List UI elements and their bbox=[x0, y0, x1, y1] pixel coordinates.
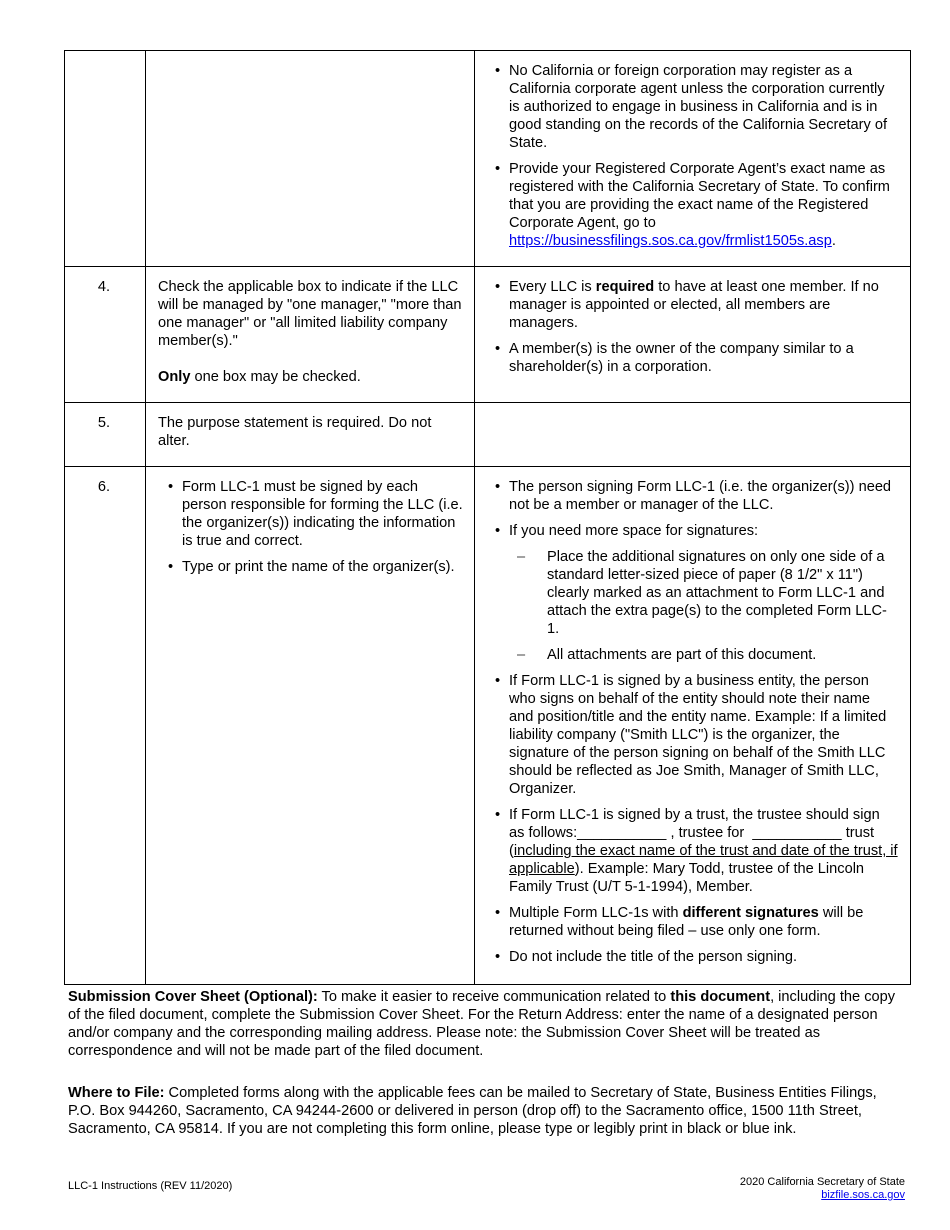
text: All attachments are part of this document. bbox=[547, 647, 817, 663]
table-row bbox=[65, 403, 911, 467]
text: The purpose statement is required. Do not alter. bbox=[158, 415, 432, 449]
notes-cell bbox=[475, 467, 911, 985]
bold-text: Where to File: bbox=[68, 1085, 165, 1101]
bullet-item bbox=[495, 62, 898, 152]
text: Form LLC-1 must be signed by each person responsible for forming the LLC (i.e. the organizer(s)) indicating the information is true and correct. bbox=[182, 479, 463, 549]
text: will be returned without being filed – use only one form. bbox=[509, 905, 864, 939]
instructions-cell bbox=[146, 403, 475, 467]
form-revision: LLC-1 Instructions (REV 11/2020) bbox=[68, 1180, 233, 1192]
bullet-item bbox=[495, 904, 898, 940]
instructions-cell bbox=[146, 51, 475, 267]
item-number: 5. bbox=[65, 403, 146, 467]
text: . bbox=[831, 233, 836, 249]
underlined-text: including the exact name of the trust and date of the trust, if applicable bbox=[509, 843, 898, 877]
text: Provide your Registered Corporate Agent’s exact name as registered with the California Secretary of State. To confirm that you are providing the exact name of the Registered Corporate Agent, go to bbox=[509, 161, 890, 231]
bold-text: required bbox=[595, 279, 655, 295]
text: Check the applicable box to indicate if the LLC will be managed by "one manager," "more than one manager" or "all limited liability company member(s)." bbox=[158, 279, 462, 349]
bullet-item bbox=[495, 522, 898, 540]
bold-text: different signatures bbox=[682, 905, 819, 921]
item-number: 4. bbox=[65, 267, 146, 403]
text: To make it easier to receive communication related to bbox=[317, 989, 671, 1005]
item-number: 6. bbox=[65, 467, 146, 985]
text: Place the additional signatures on only one side of a standard letter-sized piece of paper (8 1/2" x 11") clearly marked as an attachment to Form LLC-1 and attach the extra page(s) to the completed Form LLC-1. bbox=[547, 549, 887, 637]
table-row bbox=[65, 467, 911, 985]
text: The person signing Form LLC-1 (i.e. the organizer(s)) need not be a member or manager of the LLC. bbox=[509, 479, 892, 513]
bullet-item bbox=[495, 340, 898, 376]
bullet-item bbox=[168, 478, 464, 550]
table-row bbox=[65, 267, 911, 403]
website-link[interactable]: bizfile.sos.ca.gov bbox=[821, 1189, 905, 1201]
text: No California or foreign corporation may register as a California corporate agent unless the corporation currently is authorized to engage in business in California and is in good standing on the records of the California Secretary of State. bbox=[509, 63, 888, 151]
instructions-cell bbox=[146, 467, 475, 985]
bold-text: this document bbox=[670, 989, 771, 1005]
item-number bbox=[65, 51, 146, 267]
bullet-item bbox=[495, 278, 898, 332]
instructions-cell bbox=[146, 267, 475, 403]
dash-item bbox=[507, 548, 898, 638]
dash-item bbox=[507, 646, 898, 664]
bullet-item bbox=[495, 478, 898, 514]
text: Every LLC is bbox=[509, 279, 596, 295]
text: If you need more space for signatures: bbox=[509, 523, 759, 539]
footer-right bbox=[740, 1176, 905, 1202]
bullet-item bbox=[495, 948, 898, 966]
text: Multiple Form LLC-1s with bbox=[509, 905, 683, 921]
text: one box may be checked. bbox=[190, 369, 361, 385]
text: If Form LLC-1 is signed by a business entity, the person who signs on behalf of the entity should note their name and position/title and the entity name. Example: If a limited liability company ("Smith LLC") is the organizer, the signature of the person signing on behalf of the Smith LLC should be reflected as Joe Smith, Manager of Smith LLC, Organizer. bbox=[509, 673, 887, 797]
text: Type or print the name of the organizer(s). bbox=[182, 559, 455, 575]
text: If Form LLC-1 is signed by a trust, the trustee should sign as follows:___________ , trustee for ___________ trust ( bbox=[509, 807, 884, 859]
text: A member(s) is the owner of the company similar to a shareholder(s) in a corporation. bbox=[509, 341, 854, 375]
table-row bbox=[65, 51, 911, 267]
bold-text: Only bbox=[158, 369, 191, 385]
notes-cell bbox=[475, 403, 911, 467]
bullet-item bbox=[168, 558, 464, 576]
paragraph bbox=[158, 414, 464, 450]
paragraph bbox=[158, 368, 464, 386]
instructions-table bbox=[64, 50, 911, 985]
text: Do not include the title of the person signing. bbox=[509, 949, 798, 965]
text: , including the copy of the filed document, complete the Submission Cover Sheet. For the Return Address: enter the name of a designated person and/or company and the corresponding mailing address. Please note: the Submission Cover Sheet will be treated as correspondence and will not be made part of the filed document. bbox=[68, 989, 896, 1059]
notes-cell bbox=[475, 267, 911, 403]
submission-cover-sheet-paragraph bbox=[68, 988, 898, 1060]
text: to have at least one member. If no manager is appointed or elected, all members are managers. bbox=[509, 279, 879, 331]
link[interactable]: https://businessfilings.sos.ca.gov/frmlist1505s.asp bbox=[509, 233, 832, 249]
copyright: 2020 California Secretary of State bbox=[739, 1176, 905, 1188]
notes-cell bbox=[475, 51, 911, 267]
text: Completed forms along with the applicable fees can be mailed to Secretary of State, Business Entities Filings, P.O. Box 944260, Sacramento, CA 94244-2600 or delivered in person (drop off) to the Sacramento office, 1500 11th Street, Sacramento, CA 95814. If you are not completing this form online, please type or legibly print in black or blue ink. bbox=[68, 1085, 877, 1137]
where-to-file-paragraph bbox=[68, 1084, 898, 1138]
bold-text: Submission Cover Sheet (Optional): bbox=[68, 989, 318, 1005]
bullet-item bbox=[495, 160, 898, 250]
text: ). Example: Mary Todd, trustee of the Lincoln Family Trust (U/T 5-1-1994), Member. bbox=[509, 861, 865, 895]
bullet-item bbox=[495, 672, 898, 798]
paragraph bbox=[158, 278, 464, 350]
bullet-item bbox=[495, 806, 898, 896]
